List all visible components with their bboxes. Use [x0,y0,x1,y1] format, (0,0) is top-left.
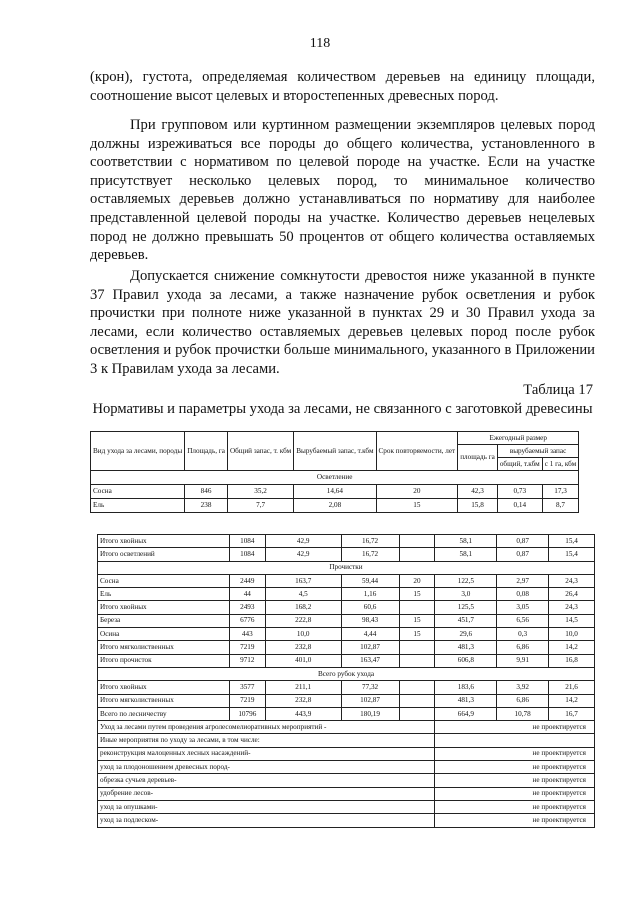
row-term [399,535,435,548]
row-per-ha: 15,4 [549,548,595,561]
row-ann-area: 15,8 [458,499,498,513]
row-term [399,694,435,707]
row-name: Всего по лесничеству [98,707,230,720]
table-row [91,485,579,499]
row-stock: 222,8 [265,614,341,627]
row-name: Итого хвойных [98,681,230,694]
row-cut: 102,87 [341,641,399,654]
row-per-ha: 17,3 [542,485,579,499]
row-stock: 10,0 [265,628,341,641]
paragraph-3: Допускается снижение сомкнутости древостоя ниже указанной в пункте 37 Правил ухода за лесами, а также назначение рубок осветления и рубок прочистки при полноте ниже указанной в пунктах 29 и 30 Правил ухода за лесами, если количество оставляемых деревьев целевых пород после рубок осветления и рубок прочистки больше минимального, указанного в Приложении 3 к Правилам ухода за лесами. [90,268,595,377]
row-ann-total: 6,86 [497,641,549,654]
row-term: 15 [376,499,458,513]
row-stock: 42,9 [265,535,341,548]
row-term [399,681,435,694]
row-cut: 2,08 [294,499,376,513]
row-term: 15 [399,614,435,627]
table-row [98,614,595,627]
row-stock: 211,1 [265,681,341,694]
row-ann-total: 0,73 [497,485,542,499]
row-per-ha: 16,7 [549,707,595,720]
row-area: 1084 [229,535,265,548]
row-cut: 102,87 [341,694,399,707]
header-annual: Ежегодный размер [458,432,579,445]
header-stock: Общий запас, т. кбм [227,432,293,471]
paragraph-1: (крон), густота, определяемая количеством деревьев на единицу площади, соотношение высот целевых и второстепенных древесных пород. [90,69,595,104]
row-cut: 1,16 [341,588,399,601]
row-ann-area: 183,6 [435,681,497,694]
note-value: не проектируется [435,747,595,760]
note-label: обрезка сучьев деревьев- [98,774,435,787]
row-term [399,654,435,667]
note-label: реконструкция малоценных лесных насаждений- [98,747,435,760]
note-row [98,774,595,787]
table-row [98,588,595,601]
row-area: 846 [185,485,228,499]
row-area: 9712 [229,654,265,667]
row-ann-area: 125,5 [435,601,497,614]
row-term [399,707,435,720]
row-area: 238 [185,499,228,513]
header-annual-cut: вырубаемый запас [497,445,578,458]
note-row [98,800,595,813]
table-row [98,535,595,548]
row-ann-area: 481,3 [435,641,497,654]
row-stock: 232,8 [265,694,341,707]
table-row [98,601,595,614]
table-caption: Таблица 17 [523,382,593,398]
row-term [399,641,435,654]
row-per-ha: 14,2 [549,694,595,707]
row-per-ha: 24,3 [549,574,595,587]
row-term: 15 [399,628,435,641]
section-cleaning: Прочистки [98,561,595,574]
row-stock: 443,9 [265,707,341,720]
row-ann-total: 0,08 [497,588,549,601]
note-value: не проектируется [435,800,595,813]
note-label: удобрение лесов- [98,787,435,800]
row-ann-area: 42,3 [458,485,498,499]
row-per-ha: 8,7 [542,499,579,513]
row-term: 20 [399,574,435,587]
row-ann-area: 451,7 [435,614,497,627]
note-value: не проектируется [435,721,595,734]
table-row [98,707,595,720]
note-value: не проектируется [435,787,595,800]
standards-table-body [97,534,595,828]
note-row [98,734,595,747]
row-cut: 60,6 [341,601,399,614]
row-ann-total: 0,3 [497,628,549,641]
row-cut: 98,43 [341,614,399,627]
row-stock: 232,8 [265,641,341,654]
row-stock: 168,2 [265,601,341,614]
row-ann-area: 606,8 [435,654,497,667]
row-name: Итого мягколиственных [98,694,230,707]
paragraph-2: При групповом или куртинном размещении экземпляров целевых пород должны изреживаться все породы до общего количества, установленного в соответствии с нормативом по целевой породе на участке. Если на участке присутствует несколько целевых пород, то минимальное количество оставляемых деревьев должно устанавливаться по нормативу для наиболее представленной целевой породы на участке. Количество деревьев нецелевых пород не должно превышать 50 процентов от общего количества оставляемых деревьев. [90,117,595,264]
row-name: Итого хвойных [98,535,230,548]
row-ann-total: 0,87 [497,548,549,561]
row-term [399,601,435,614]
note-label: уход за подлеском- [98,814,435,827]
row-per-ha: 15,4 [549,535,595,548]
header-annual-area: площадь га [458,445,498,471]
note-row [98,721,595,734]
row-stock: 163,7 [265,574,341,587]
row-cut: 16,72 [341,548,399,561]
row-cut: 14,64 [294,485,376,499]
row-cut: 16,72 [341,535,399,548]
row-per-ha: 10,0 [549,628,595,641]
row-cut: 180,19 [341,707,399,720]
row-cut: 4,44 [341,628,399,641]
header-cut: Вырубаемый запас, т.кбм [294,432,376,471]
table-row [98,628,595,641]
row-area: 7219 [229,641,265,654]
row-per-ha: 14,2 [549,641,595,654]
row-ann-total: 10,78 [497,707,549,720]
note-value: не проектируется [435,814,595,827]
row-area: 2449 [229,574,265,587]
row-stock: 42,9 [265,548,341,561]
table-row [98,548,595,561]
row-per-ha: 21,6 [549,681,595,694]
row-ann-total: 3,05 [497,601,549,614]
header-per-ha: с 1 га, кбм [542,458,579,471]
row-ann-total: 3,92 [497,681,549,694]
row-per-ha: 16,8 [549,654,595,667]
row-term: 20 [376,485,458,499]
note-row [98,747,595,760]
row-name: Осина [98,628,230,641]
row-term: 15 [399,588,435,601]
header-type: Вид ухода за лесами, породы [91,432,185,471]
row-cut: 59,44 [341,574,399,587]
row-stock: 4,5 [265,588,341,601]
row-term [399,548,435,561]
note-label: уход за опушками- [98,800,435,813]
row-area: 3577 [229,681,265,694]
table-row [98,641,595,654]
row-name: Ель [98,588,230,601]
note-value [435,734,595,747]
note-value: не проектируется [435,774,595,787]
section-total: Всего рубок ухода [98,667,595,680]
note-row [98,814,595,827]
row-area: 7219 [229,694,265,707]
table-title: Нормативы и параметры ухода за лесами, не связанного с заготовкой древесины [92,401,593,417]
row-stock: 7,7 [227,499,293,513]
row-area: 2493 [229,601,265,614]
note-row [98,761,595,774]
header-area: Площадь, га [185,432,228,471]
row-name: Ель [91,499,185,513]
note-row [98,787,595,800]
row-area: 10796 [229,707,265,720]
row-name: Итого мягколиственных [98,641,230,654]
row-name: Сосна [91,485,185,499]
row-ann-total: 9,91 [497,654,549,667]
row-ann-area: 3,0 [435,588,497,601]
row-ann-area: 58,1 [435,548,497,561]
section-clarification: Осветление [91,471,579,485]
row-ann-total: 0,14 [497,499,542,513]
table-row [98,681,595,694]
row-area: 1084 [229,548,265,561]
row-name: Итого осветлений [98,548,230,561]
page-number: 118 [309,36,331,51]
note-label: уход за плодоношением древесных пород- [98,761,435,774]
row-name: Сосна [98,574,230,587]
row-ann-area: 29,6 [435,628,497,641]
table-row [98,654,595,667]
header-total: общий, т.кбм [497,458,542,471]
row-stock: 35,2 [227,485,293,499]
standards-table-header [90,431,579,513]
row-ann-area: 122,5 [435,574,497,587]
row-name: Береза [98,614,230,627]
row-area: 44 [229,588,265,601]
row-cut: 163,47 [341,654,399,667]
row-ann-total: 6,86 [497,694,549,707]
row-ann-area: 481,3 [435,694,497,707]
row-name: Итого хвойных [98,601,230,614]
row-per-ha: 14,5 [549,614,595,627]
row-stock: 401,0 [265,654,341,667]
row-area: 443 [229,628,265,641]
note-label: Иные мероприятия по уходу за лесами, в том числе: [98,734,435,747]
row-ann-total: 2,97 [497,574,549,587]
header-term: Срок повторяемости, лет [376,432,458,471]
row-ann-area: 664,9 [435,707,497,720]
row-area: 6776 [229,614,265,627]
table-row [98,574,595,587]
table-row [98,694,595,707]
row-ann-total: 0,87 [497,535,549,548]
row-cut: 77,32 [341,681,399,694]
row-ann-area: 58,1 [435,535,497,548]
row-name: Итого прочисток [98,654,230,667]
row-per-ha: 24,3 [549,601,595,614]
note-value: не проектируется [435,761,595,774]
row-ann-total: 6,56 [497,614,549,627]
row-per-ha: 26,4 [549,588,595,601]
note-label: Уход за лесами путем проведения агролесомелиоративных мероприятий - [98,721,435,734]
table-row [91,499,579,513]
